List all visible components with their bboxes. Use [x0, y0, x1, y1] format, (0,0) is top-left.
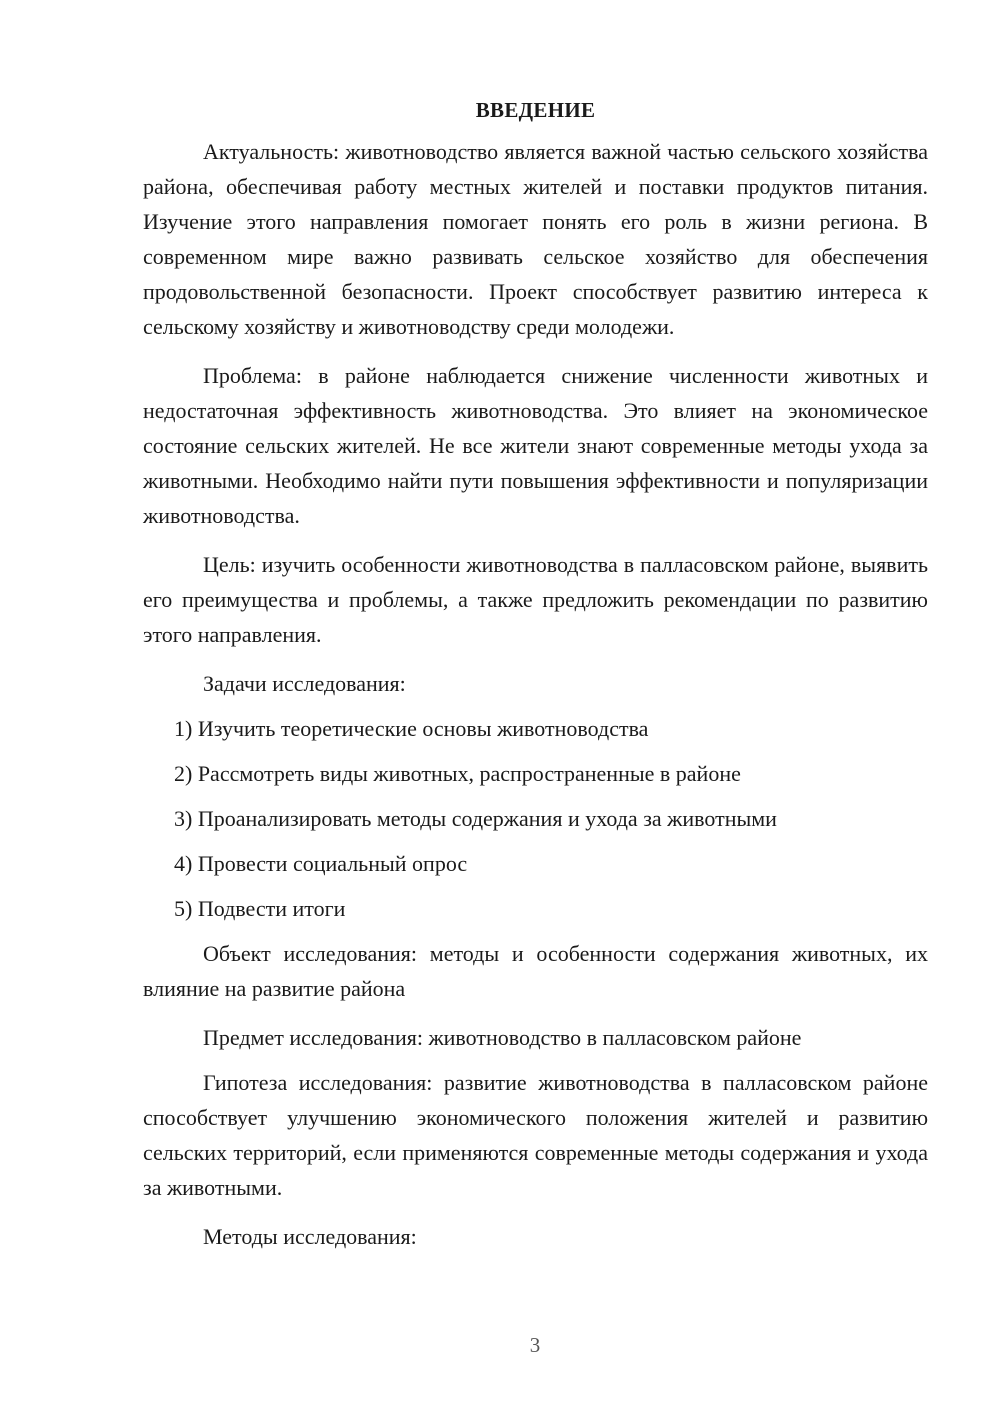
tasks-list [143, 711, 928, 926]
methods-heading: Методы исследования: [203, 1224, 417, 1249]
page-number: 3 [529, 1333, 541, 1357]
paragraph-relevance: Актуальность: животноводство является важной частью сельского хозяйства района, обеспечивая работу местных жителей и поставки продуктов питания. Изучение этого направления помогает понять его роль в жизни региона. В современном мире важно развивать сельское хозяйство для обеспечения продовольственной безопасности. Проект способствует развитию интереса к сельскому хозяйству и животноводству среди молодежи. [143, 139, 928, 339]
paragraph-problem: Проблема: в районе наблюдается снижение численности животных и недостаточная эффективность животноводства. Это влияет на экономическое состояние сельских жителей. Не все жители знают современные методы ухода за животными. Необходимо найти пути повышения эффективности и популяризации животноводства. [143, 363, 928, 528]
list-item: 4) Провести социальный опрос [174, 851, 468, 876]
list-item: 2) Рассмотреть виды животных, распространенные в районе [174, 761, 741, 786]
paragraph-goal: Цель: изучить особенности животноводства в палласовском районе, выявить его преимущества и проблемы, а также предложить рекомендации по развитию этого направления. [143, 552, 928, 647]
list-item: 3) Проанализировать методы содержания и ухода за животными [174, 806, 777, 831]
list-item: 1) Изучить теоретические основы животноводства [174, 716, 649, 741]
page-body [143, 95, 928, 1264]
list-item: 5) Подвести итоги [174, 896, 346, 921]
paragraph-subject: Предмет исследования: животноводство в палласовском районе [203, 1025, 802, 1050]
tasks-heading: Задачи исследования: [203, 671, 406, 696]
page-title: ВВЕДЕНИЕ [475, 98, 596, 122]
paragraph-hypothesis: Гипотеза исследования: развитие животноводства в палласовском районе способствует улучшению экономического положения жителей и развитию сельских территорий, если применяются современные методы содержания и ухода за животными. [143, 1070, 928, 1200]
paragraph-object: Объект исследования: методы и особенности содержания животных, их влияние на развитие района [143, 941, 928, 1001]
